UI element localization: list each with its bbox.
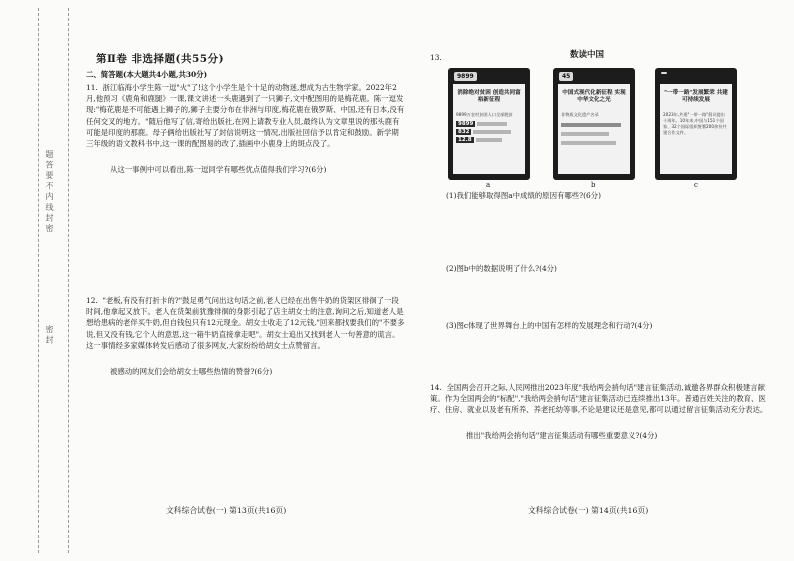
- question-13-part-1: (1)我们能够取得图a中成绩的原因有哪些?(6分): [446, 191, 601, 200]
- cut-line: [38, 8, 39, 553]
- card-badge: 45: [559, 72, 573, 81]
- binding-margin: [0, 0, 72, 561]
- question-13-part-3: (3)图c体现了世界舞台上的中国有怎样的发展理念和行动?(4分): [446, 321, 653, 330]
- figure-title: 数读中国: [570, 50, 605, 60]
- card-body: 非物质文化遗产名录: [561, 112, 627, 146]
- card-badge: 9899: [454, 72, 477, 81]
- figure-label-b: b: [591, 181, 596, 189]
- question-12-prompt: 被感动的网友们会给胡女士哪些热情的赞誉?(6分): [110, 367, 273, 376]
- question-12-passage: 12. "老板,有没有打折卡的?"鼓足勇气问出这句话之前,老人已经在出售牛奶的货架区徘徊了一段时间,他拿起又放下。老人在货架前犹豫徘徊的身影引起了店主胡女士的注意,询问之后,知道老人是想给患病的老伴买牛奶,但自钱包只有12元现金。胡女士收走了12元钱,"回来都找要我们的"不要多说,但又没有钱,它个人的意思,这一箱牛奶直接拿走吧"。胡女士追出又找到老人一句善意的谎言。这一事情经多家媒体转发后感动了很多网友,大家纷纷给胡女士点赞留言。: [86, 296, 405, 350]
- section-title: 第Ⅱ卷 非选择题(共55分): [96, 53, 225, 65]
- card-heading: 中国式现代化新征程 实现中华文化之光: [562, 90, 626, 103]
- page-footer-right: 文科综合试卷(一) 第14页(共16页): [528, 506, 649, 515]
- question-number: 14.: [430, 383, 442, 392]
- question-14-passage: 14. 全国两会召开之际,人民网推出2023年度"我给两会捎句话"建言征集活动,诚邀各界群众积极建言献策。作为全国两会的"标配","我给两会捎句话"建言征集活动已连续推出13年。普通百姓关注的教育、医疗、住房、就业以及老有所养、养老托幼等事,不论是建议还是意见,都可以通过留言征集活动充分表达。: [430, 383, 768, 415]
- figure-label-a: a: [486, 181, 491, 189]
- question-13-number: 13.: [430, 53, 442, 62]
- question-number: 12.: [86, 296, 98, 305]
- question-14-prompt: 推出"我给两会捎句话"建言征集活动有哪些重要意义?(4分): [466, 431, 658, 440]
- stat-value: 12.8: [458, 137, 472, 143]
- card-body: 9899万农村贫困人口全部脱贫 9899 832 12.8: [456, 112, 513, 143]
- info-card-a: [448, 68, 530, 180]
- subsection-heading: 二、简答题(本大题共4小题,共30分): [86, 70, 208, 79]
- cut-line: [68, 8, 69, 553]
- page-footer-left: 文科综合试卷(一) 第13页(共16页): [166, 506, 287, 515]
- card-heading: "一带一路"发展繁荣 共建可持续发展: [664, 90, 728, 103]
- info-card-c: [655, 68, 737, 180]
- card-badge: [661, 72, 667, 74]
- figure-label-c: c: [694, 181, 698, 189]
- question-11-prompt: 从这一事例中可以看出,陈一逗同学有哪些优点值得我们学习?(6分): [110, 165, 327, 174]
- question-11-passage: 11. 浙江临海小学生陈一逗"火"了!这个小学生是个十足的动物迷,想成为古生物学家。2022年2月,他预习《鹿角和鹿腿》一课,课文讲述一头鹿遇到了一只狮子,文中配图用的是梅花鹿。陈一逗发现:"梅花鹿是不可能遇上狮子的,狮子主要分布在非洲与印度,梅花鹿在俄罗斯、中国,还有日本,没有任何交叉的地方。"随后他写了信,寄给出版社,在网上请教专业人员,最终认为文章里说的那头鹿有可能是印度的那鹿。母子俩给出版社写了封信说明这一情况,出版社回信予以肯定和鼓励。新学期三年级的语文教科书中,这一课的配图易的改了,插画中小鹿身上的斑点没了。: [86, 83, 405, 149]
- question-number: 11.: [86, 83, 98, 92]
- card-heading: 消除绝对贫困 创造共同富裕新征程: [457, 90, 521, 103]
- info-card-b: [553, 68, 635, 180]
- card-body: 2023年,共建"一带一路"倡议提出十周年。10年来,中国与151个国家、32个国际组织签署200余份共建合作文件。: [663, 112, 727, 135]
- question-13-part-2: (2)图b中的数据说明了什么?(4分): [446, 264, 557, 273]
- stat-value: 9899: [458, 121, 474, 127]
- binding-notice: 题 答 要 不 内 线 封 密: [45, 150, 54, 232]
- stat-value: 832: [458, 129, 470, 135]
- binding-seal: 密 封: [45, 325, 54, 344]
